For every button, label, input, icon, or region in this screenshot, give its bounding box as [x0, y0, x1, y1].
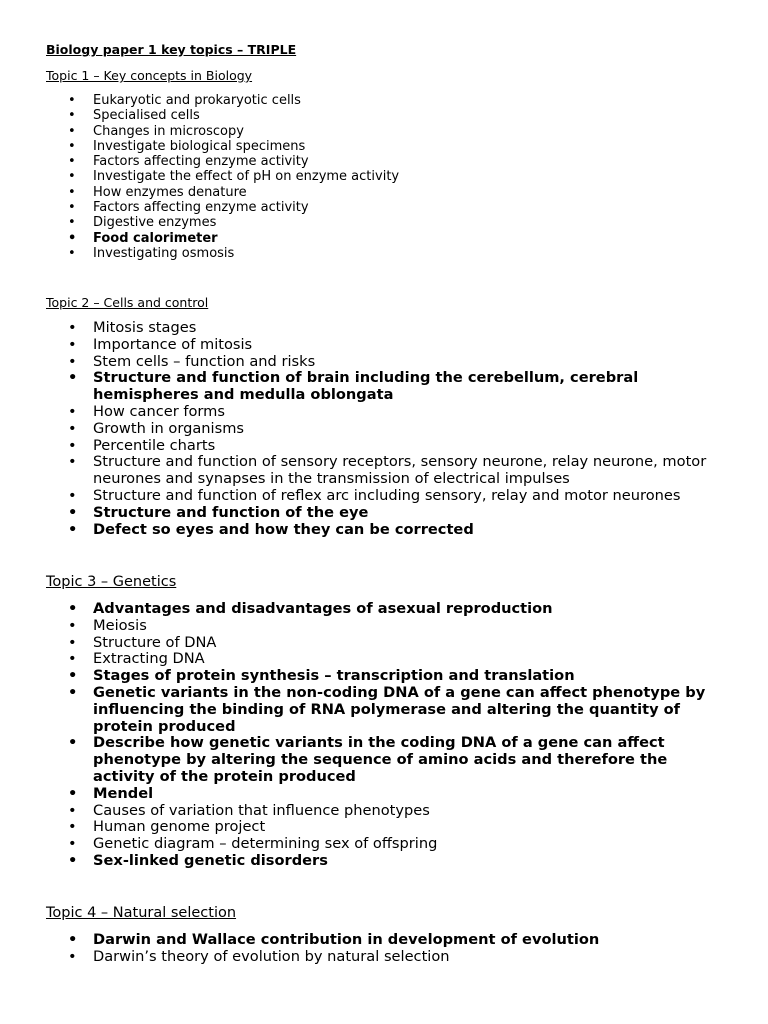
list-item: • Investigate the effect of pH on enzyme activity	[0, 169, 700, 184]
list-item: • Describe how genetic variants in the coding DNA of a gene can affect phenotype by altering the sequence of amino acids and therefore the activity of the protein produced	[0, 735, 730, 785]
list-item: • Meiosis	[0, 618, 730, 635]
list-item: • Stem cells – function and risks	[0, 354, 710, 371]
list-item: • Causes of variation that influence phenotypes	[0, 803, 730, 820]
list-item: • Genetic variants in the non-coding DNA of a gene can affect phenotype by influencing the binding of RNA polymerase and altering the quantity of protein produced	[0, 685, 730, 735]
list-item: • Mitosis stages	[0, 320, 710, 337]
list-item: • Structure and function of brain including the cerebellum, cerebral hemispheres and medulla oblongata	[0, 370, 710, 404]
list-item: • How enzymes denature	[0, 185, 700, 200]
list-item: • Factors affecting enzyme activity	[0, 154, 700, 169]
list-item: • Defect so eyes and how they can be corrected	[0, 522, 710, 539]
list-item: • Importance of mitosis	[0, 337, 710, 354]
topic-3-list	[0, 601, 730, 870]
topic-4-list	[0, 932, 700, 966]
topic-1-list	[0, 93, 700, 261]
list-item: • Digestive enzymes	[0, 215, 700, 230]
list-item: • Darwin’s theory of evolution by natural selection	[0, 949, 700, 966]
list-item: • Changes in microscopy	[0, 124, 700, 139]
list-item: • Specialised cells	[0, 108, 700, 123]
list-item: • Investigating osmosis	[0, 246, 700, 261]
list-item: • Sex-linked genetic disorders	[0, 853, 730, 870]
topic-1-heading: Topic 1 – Key concepts in Biology	[46, 68, 253, 83]
list-item: • Structure of DNA	[0, 635, 730, 652]
topic-3-heading: Topic 3 – Genetics	[46, 574, 177, 590]
topic-2-heading: Topic 2 – Cells and control	[46, 295, 209, 310]
list-item: • Structure and function of the eye	[0, 505, 710, 522]
list-item: • Food calorimeter	[0, 231, 700, 246]
list-item: • Extracting DNA	[0, 651, 730, 668]
document-title: Biology paper 1 key topics – TRIPLE	[46, 42, 297, 57]
topic-4-heading: Topic 4 – Natural selection	[46, 905, 237, 921]
list-item: • How cancer forms	[0, 404, 710, 421]
list-item: • Human genome project	[0, 819, 730, 836]
list-item: • Structure and function of reflex arc including sensory, relay and motor neurones	[0, 488, 710, 505]
topic-2-list	[0, 320, 710, 538]
list-item: • Investigate biological specimens	[0, 139, 700, 154]
list-item: • Genetic diagram – determining sex of offspring	[0, 836, 730, 853]
list-item: • Factors affecting enzyme activity	[0, 200, 700, 215]
list-item: • Eukaryotic and prokaryotic cells	[0, 93, 700, 108]
list-item: • Advantages and disadvantages of asexual reproduction	[0, 601, 730, 618]
list-item: • Percentile charts	[0, 438, 710, 455]
list-item: • Mendel	[0, 786, 730, 803]
list-item: • Darwin and Wallace contribution in development of evolution	[0, 932, 700, 949]
list-item: • Stages of protein synthesis – transcription and translation	[0, 668, 730, 685]
list-item: • Growth in organisms	[0, 421, 710, 438]
list-item: • Structure and function of sensory receptors, sensory neurone, relay neurone, motor neurones and synapses in the transmission of electrical impulses	[0, 454, 710, 488]
